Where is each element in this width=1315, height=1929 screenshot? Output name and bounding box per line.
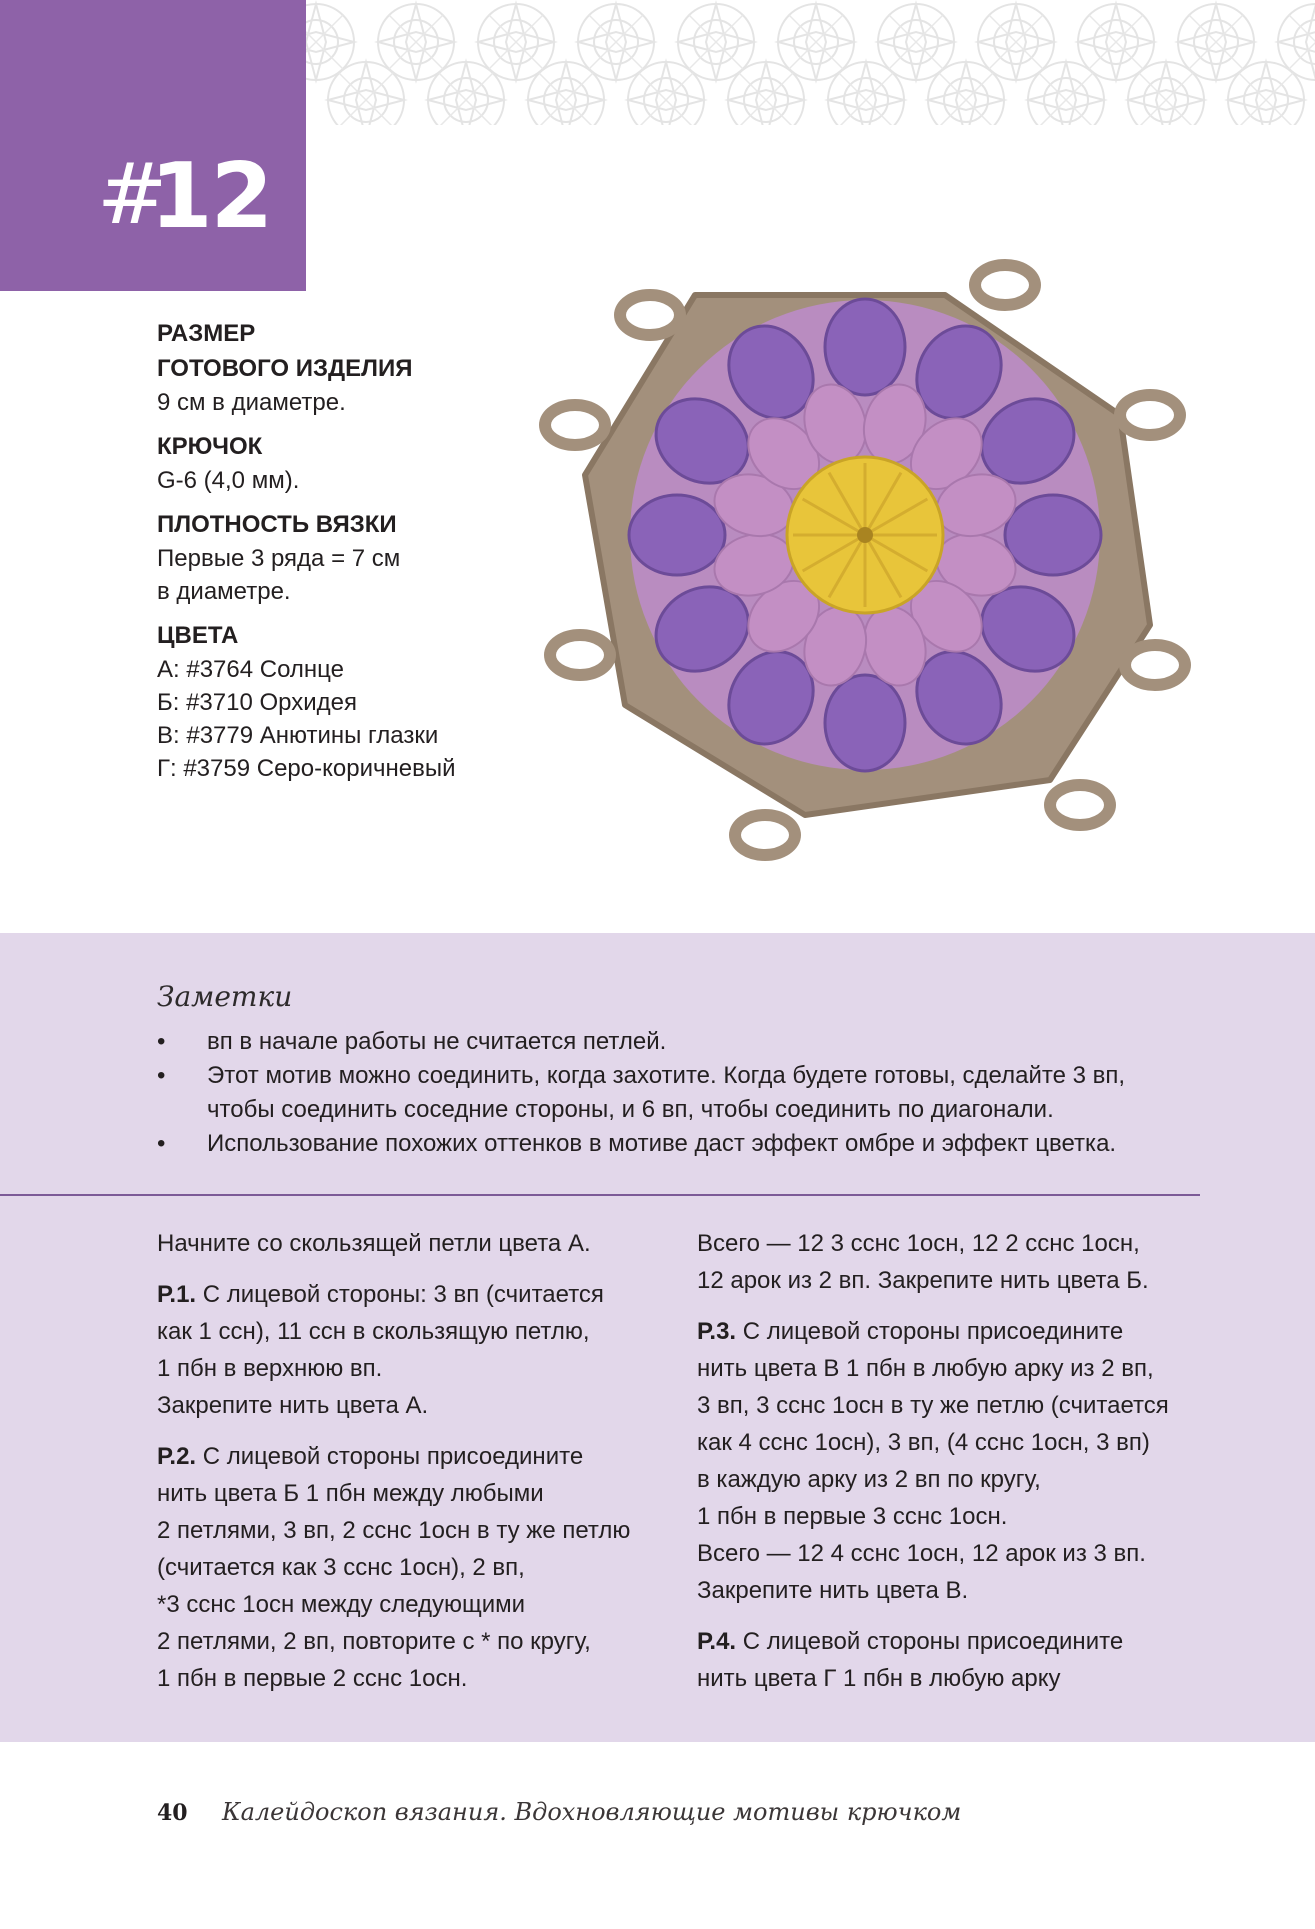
motif-corner-loop	[1125, 645, 1185, 685]
motif-petal	[1005, 495, 1101, 575]
section-divider	[0, 1194, 1200, 1196]
colors-list	[157, 653, 577, 785]
round-1: Р.1. С лицевой стороны: 3 вп (считается как 1 ссн), 11 ссн в скользящую петлю, 1 пбн в верхнюю вп. Закрепите нить цвета А.	[157, 1281, 604, 1419]
color-item: В: #3779 Анютины глазки	[157, 722, 439, 749]
motif-corner-loop	[1050, 785, 1110, 825]
size-heading: РАЗМЕР ГОТОВОГО ИЗДЕЛИЯ	[157, 320, 413, 382]
motif-corner-loop	[975, 265, 1035, 305]
pattern-number: 12	[150, 144, 272, 249]
colors-heading: ЦВЕТА	[157, 622, 239, 649]
instructions-left-column	[157, 1225, 677, 1711]
page-number: 40	[157, 1800, 188, 1826]
round-2-label: Р.2.	[157, 1443, 197, 1470]
specs-section	[157, 316, 577, 785]
notes-title: Заметки	[157, 980, 293, 1013]
round-4-label: Р.4.	[697, 1628, 737, 1655]
size-value: 9 см в диаметре.	[157, 389, 346, 416]
motif-corner-loop	[620, 295, 680, 335]
round-1-label: Р.1.	[157, 1281, 197, 1308]
intro-text: Начните со скользящей петли цвета А.	[157, 1230, 591, 1257]
decorative-ornament-band	[306, 0, 1315, 125]
color-item: А: #3764 Солнце	[157, 656, 344, 683]
color-item: Г: #3759 Серо-коричневый	[157, 755, 456, 782]
pattern-number-hash: #	[97, 145, 168, 243]
round-3: Р.3. С лицевой стороны присоедините нить цвета В 1 пбн в любую арку из 2 вп, 3 вп, 3 сснс 1осн в ту же петлю (считается как 4 сснс 1осн), 3 вп, (4 сснс 1осн, 3 вп) в каждую арку из 2 вп по кругу, 1 пбн в первые 3 сснс 1осн. Всего — 12 4 сснс 1осн, 12 арок из 3 вп. Закрепите нить цвета В.	[697, 1318, 1169, 1604]
motif-corner-loop	[735, 815, 795, 855]
gauge-heading: ПЛОТНОСТЬ ВЯЗКИ	[157, 511, 397, 538]
color-item: Б: #3710 Орхидея	[157, 689, 357, 716]
round-4: Р.4. С лицевой стороны присоедините нить цвета Г 1 пбн в любую арку	[697, 1628, 1124, 1692]
round-3-label: Р.3.	[697, 1318, 737, 1345]
notes-list	[157, 1025, 1217, 1161]
note-item: • вп в начале работы не считается петлей.	[157, 1025, 1217, 1059]
book-title: Калейдоскоп вязания. Вдохновляющие мотивы крючком	[222, 1798, 962, 1826]
instructions-right-column	[697, 1225, 1237, 1711]
note-item: • Этот мотив можно соединить, когда захотите. Когда будете готовы, сделайте 3 вп, чтобы соединить соседние стороны, и 6 вп, чтобы соединить по диагонали.	[157, 1059, 1217, 1127]
motif-petal	[825, 675, 905, 771]
motif-petal	[629, 495, 725, 575]
hook-heading: КРЮЧОК	[157, 433, 263, 460]
round-2-total: Всего — 12 3 сснс 1осн, 12 2 сснс 1осн, 12 арок из 2 вп. Закрепите нить цвета Б.	[697, 1230, 1149, 1294]
gauge-value: Первые 3 ряда = 7 см в диаметре.	[157, 545, 401, 605]
round-2: Р.2. С лицевой стороны присоедините нить цвета Б 1 пбн между любыми 2 петлями, 3 вп, 2 сснс 1осн в ту же петлю (считается как 3 сснс 1осн), 2 вп, *3 сснс 1осн между следующими 2 петлями, 2 вп, повторите с * по кругу, 1 пбн в первые 2 сснс 1осн.	[157, 1443, 631, 1692]
motif-corner-loop	[1120, 395, 1180, 435]
motif-center-hole	[857, 527, 873, 543]
motif-petal	[825, 299, 905, 395]
hook-value: G-6 (4,0 мм).	[157, 467, 300, 494]
note-item: • Использование похожих оттенков в мотиве даст эффект омбре и эффект цветка.	[157, 1127, 1217, 1161]
pattern-number-block	[0, 0, 306, 291]
crochet-motif-photo	[530, 195, 1200, 895]
